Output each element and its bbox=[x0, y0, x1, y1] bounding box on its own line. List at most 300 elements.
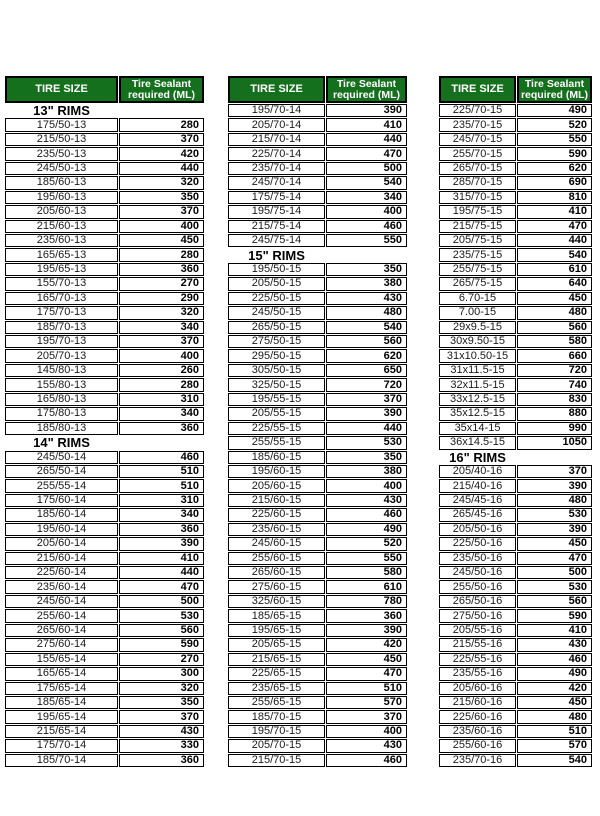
table-header bbox=[439, 76, 592, 103]
tire-size-cell: 195/70-14 bbox=[228, 104, 325, 117]
sealant-ml-cell: 780 bbox=[326, 595, 407, 608]
sealant-ml-cell: 470 bbox=[119, 580, 204, 593]
tire-size-cell: 225/70-14 bbox=[228, 147, 325, 160]
sealant-ml-cell: 360 bbox=[119, 422, 204, 435]
table-row bbox=[439, 580, 592, 593]
table-body bbox=[228, 104, 407, 767]
sealant-ml-cell: 370 bbox=[119, 335, 204, 348]
table-row bbox=[5, 638, 204, 651]
sealant-ml-cell: 550 bbox=[326, 552, 407, 565]
sealant-ml-cell: 830 bbox=[517, 393, 592, 406]
tire-size-cell: 185/60-15 bbox=[228, 451, 325, 464]
sealant-ml-cell: 590 bbox=[517, 609, 592, 622]
sealant-ml-cell: 390 bbox=[119, 537, 204, 550]
table-row bbox=[439, 263, 592, 276]
table-row bbox=[228, 393, 407, 406]
sealant-ml-cell: 420 bbox=[119, 147, 204, 160]
tire-size-cell: 165/70-13 bbox=[5, 292, 118, 305]
table-row bbox=[228, 609, 407, 622]
table-row bbox=[5, 292, 204, 305]
sealant-ml-cell: 450 bbox=[517, 537, 592, 550]
table-column-1 bbox=[5, 76, 204, 768]
tire-size-cell: 175/65-14 bbox=[5, 682, 118, 695]
sealant-ml-cell: 480 bbox=[326, 306, 407, 319]
tire-size-cell: 205/60-13 bbox=[5, 205, 118, 218]
tire-size-cell: 155/80-13 bbox=[5, 378, 118, 391]
tire-size-cell: 215/60-14 bbox=[5, 552, 118, 565]
sealant-ml-cell: 350 bbox=[119, 696, 204, 709]
sealant-ml-cell: 460 bbox=[119, 451, 204, 464]
table-row bbox=[5, 710, 204, 723]
tire-size-cell: 185/80-13 bbox=[5, 422, 118, 435]
table-column-3 bbox=[439, 76, 592, 768]
sealant-ml-cell: 500 bbox=[119, 595, 204, 608]
tire-size-cell: 205/70-14 bbox=[228, 118, 325, 131]
sealant-ml-cell: 810 bbox=[517, 191, 592, 204]
sealant-ml-cell: 350 bbox=[326, 263, 407, 276]
table-row bbox=[228, 263, 407, 276]
sealant-ml-cell: 430 bbox=[326, 494, 407, 507]
tire-size-cell: 185/60-14 bbox=[5, 508, 118, 521]
col-header-sealant-line1: Tire Sealant bbox=[524, 77, 585, 90]
tire-size-cell: 215/75-14 bbox=[228, 220, 325, 233]
sealant-ml-cell: 530 bbox=[517, 580, 592, 593]
sealant-ml-cell: 510 bbox=[326, 682, 407, 695]
sealant-ml-cell: 360 bbox=[326, 609, 407, 622]
table-row bbox=[5, 321, 204, 334]
tire-size-cell: 255/50-16 bbox=[439, 580, 516, 593]
sealant-ml-cell: 320 bbox=[119, 306, 204, 319]
table-row bbox=[439, 523, 592, 536]
table-row bbox=[5, 422, 204, 435]
table-row bbox=[228, 451, 407, 464]
table-row bbox=[439, 552, 592, 565]
sealant-ml-cell: 570 bbox=[517, 739, 592, 752]
tire-size-cell: 255/60-16 bbox=[439, 739, 516, 752]
table-row bbox=[439, 306, 592, 319]
col-header-sealant-line2: required (ML) bbox=[332, 88, 401, 101]
tire-size-cell: 185/70-15 bbox=[228, 710, 325, 723]
tire-size-cell: 255/70-15 bbox=[439, 147, 516, 160]
sealant-ml-cell: 540 bbox=[517, 248, 592, 261]
table-row bbox=[439, 349, 592, 362]
tire-size-cell: 255/60-15 bbox=[228, 552, 325, 565]
col-header-tire-size: TIRE SIZE bbox=[439, 76, 516, 103]
table-row bbox=[5, 754, 204, 767]
sealant-ml-cell: 590 bbox=[119, 638, 204, 651]
sealant-ml-cell: 390 bbox=[326, 624, 407, 637]
table-row bbox=[5, 552, 204, 565]
sealant-ml-cell: 520 bbox=[517, 118, 592, 131]
table-row bbox=[228, 176, 407, 189]
sealant-ml-cell: 460 bbox=[326, 220, 407, 233]
tire-size-cell: 185/60-13 bbox=[5, 176, 118, 189]
sealant-ml-cell: 440 bbox=[326, 133, 407, 146]
sealant-ml-cell: 540 bbox=[326, 321, 407, 334]
tire-size-cell: 275/60-15 bbox=[228, 580, 325, 593]
tire-size-cell: 215/60-16 bbox=[439, 696, 516, 709]
table-row bbox=[439, 754, 592, 767]
tire-size-cell: 195/50-15 bbox=[228, 263, 325, 276]
tire-size-cell: 255/75-15 bbox=[439, 263, 516, 276]
sealant-ml-cell: 480 bbox=[517, 494, 592, 507]
sealant-ml-cell: 720 bbox=[326, 378, 407, 391]
table-row bbox=[228, 725, 407, 738]
sealant-ml-cell: 430 bbox=[326, 292, 407, 305]
table-row bbox=[439, 118, 592, 131]
table-row bbox=[228, 378, 407, 391]
tire-size-cell: 265/75-15 bbox=[439, 277, 516, 290]
sealant-ml-cell: 470 bbox=[326, 667, 407, 680]
table-row bbox=[439, 205, 592, 218]
table-row bbox=[439, 609, 592, 622]
table-row bbox=[439, 220, 592, 233]
table-row bbox=[439, 682, 592, 695]
table-column-2 bbox=[228, 76, 407, 768]
sealant-ml-cell: 500 bbox=[326, 162, 407, 175]
table-row bbox=[439, 133, 592, 146]
table-row bbox=[5, 393, 204, 406]
sealant-ml-cell: 340 bbox=[119, 407, 204, 420]
tire-size-cell: 225/55-16 bbox=[439, 653, 516, 666]
sealant-ml-cell: 380 bbox=[326, 277, 407, 290]
table-row bbox=[439, 638, 592, 651]
sealant-ml-cell: 430 bbox=[517, 638, 592, 651]
sealant-ml-cell: 400 bbox=[119, 220, 204, 233]
table-row bbox=[5, 248, 204, 261]
sealant-ml-cell: 440 bbox=[517, 234, 592, 247]
table-row bbox=[5, 407, 204, 420]
tire-size-cell: 195/75-14 bbox=[228, 205, 325, 218]
tire-size-cell: 245/60-14 bbox=[5, 595, 118, 608]
table-row bbox=[5, 667, 204, 680]
table-row bbox=[439, 104, 592, 117]
tire-size-cell: 215/65-15 bbox=[228, 653, 325, 666]
sealant-ml-cell: 260 bbox=[119, 364, 204, 377]
tire-size-cell: 195/55-15 bbox=[228, 393, 325, 406]
table-row bbox=[228, 595, 407, 608]
table-row bbox=[5, 494, 204, 507]
tire-size-cell: 245/45-16 bbox=[439, 494, 516, 507]
tire-size-cell: 205/65-15 bbox=[228, 638, 325, 651]
table-row bbox=[228, 234, 407, 247]
sealant-ml-cell: 550 bbox=[517, 133, 592, 146]
sealant-ml-cell: 740 bbox=[517, 378, 592, 391]
tire-size-cell: 245/70-14 bbox=[228, 176, 325, 189]
tire-size-cell: 235/50-16 bbox=[439, 552, 516, 565]
tire-size-cell: 245/50-14 bbox=[5, 451, 118, 464]
tire-size-cell: 29x9.5-15 bbox=[439, 321, 516, 334]
table-row bbox=[228, 335, 407, 348]
table-row bbox=[439, 378, 592, 391]
tire-size-cell: 215/60-13 bbox=[5, 220, 118, 233]
tire-size-cell: 6.70-15 bbox=[439, 292, 516, 305]
sealant-ml-cell: 560 bbox=[517, 595, 592, 608]
table-row bbox=[228, 624, 407, 637]
tire-size-cell: 225/60-15 bbox=[228, 508, 325, 521]
tire-size-cell: 185/65-14 bbox=[5, 696, 118, 709]
sealant-ml-cell: 450 bbox=[119, 234, 204, 247]
sealant-ml-cell: 390 bbox=[517, 523, 592, 536]
sealant-ml-cell: 410 bbox=[326, 118, 407, 131]
tire-size-cell: 245/60-15 bbox=[228, 537, 325, 550]
table-row bbox=[5, 176, 204, 189]
tire-size-cell: 205/60-16 bbox=[439, 682, 516, 695]
tire-size-cell: 31x11.5-15 bbox=[439, 364, 516, 377]
tire-size-cell: 235/75-15 bbox=[439, 248, 516, 261]
table-row bbox=[439, 422, 592, 435]
tire-size-cell: 195/65-14 bbox=[5, 710, 118, 723]
sealant-ml-cell: 290 bbox=[119, 292, 204, 305]
sealant-ml-cell: 430 bbox=[326, 739, 407, 752]
table-row bbox=[439, 696, 592, 709]
table-row bbox=[228, 162, 407, 175]
sealant-ml-cell: 370 bbox=[119, 133, 204, 146]
sealant-ml-cell: 640 bbox=[517, 277, 592, 290]
sealant-ml-cell: 360 bbox=[119, 754, 204, 767]
table-row bbox=[228, 349, 407, 362]
tire-size-cell: 36x14.5-15 bbox=[439, 436, 516, 449]
table-row bbox=[5, 580, 204, 593]
table-row bbox=[439, 566, 592, 579]
tire-size-cell: 195/60-14 bbox=[5, 523, 118, 536]
sealant-ml-cell: 270 bbox=[119, 277, 204, 290]
table-row bbox=[439, 508, 592, 521]
sealant-ml-cell: 580 bbox=[326, 566, 407, 579]
sealant-ml-cell: 510 bbox=[517, 725, 592, 738]
table-row bbox=[228, 191, 407, 204]
tire-size-cell: 205/40-16 bbox=[439, 465, 516, 478]
sealant-ml-cell: 400 bbox=[119, 349, 204, 362]
tire-size-cell: 245/70-15 bbox=[439, 133, 516, 146]
tire-size-cell: 205/60-15 bbox=[228, 479, 325, 492]
table-row bbox=[439, 595, 592, 608]
tire-size-cell: 235/60-13 bbox=[5, 234, 118, 247]
table-row bbox=[228, 133, 407, 146]
table-row bbox=[228, 682, 407, 695]
table-row bbox=[5, 725, 204, 738]
tire-size-cell: 275/50-16 bbox=[439, 609, 516, 622]
sealant-ml-cell: 400 bbox=[326, 479, 407, 492]
sealant-ml-cell: 510 bbox=[119, 465, 204, 478]
sealant-ml-cell: 280 bbox=[119, 118, 204, 131]
table-row bbox=[228, 422, 407, 435]
sealant-ml-cell: 530 bbox=[517, 508, 592, 521]
table-row bbox=[5, 609, 204, 622]
tire-size-cell: 295/50-15 bbox=[228, 349, 325, 362]
sealant-ml-cell: 280 bbox=[119, 378, 204, 391]
col-header-tire-size: TIRE SIZE bbox=[228, 76, 325, 103]
tire-size-cell: 215/70-15 bbox=[228, 754, 325, 767]
col-header-sealant-line2: required (ML) bbox=[520, 88, 589, 101]
table-row bbox=[228, 205, 407, 218]
sealant-ml-cell: 460 bbox=[517, 653, 592, 666]
table-row bbox=[5, 523, 204, 536]
tire-size-cell: 205/70-15 bbox=[228, 739, 325, 752]
tire-size-cell: 185/70-13 bbox=[5, 321, 118, 334]
sealant-ml-cell: 480 bbox=[517, 710, 592, 723]
tire-size-cell: 215/55-16 bbox=[439, 638, 516, 651]
tire-size-cell: 185/65-15 bbox=[228, 609, 325, 622]
sealant-ml-cell: 480 bbox=[517, 306, 592, 319]
sealant-ml-cell: 660 bbox=[517, 349, 592, 362]
tire-size-cell: 165/65-13 bbox=[5, 248, 118, 261]
sealant-ml-cell: 420 bbox=[326, 638, 407, 651]
table-row bbox=[5, 508, 204, 521]
tire-size-cell: 255/60-14 bbox=[5, 609, 118, 622]
sealant-ml-cell: 470 bbox=[326, 147, 407, 160]
table-row bbox=[439, 147, 592, 160]
sealant-ml-cell: 880 bbox=[517, 407, 592, 420]
tire-size-cell: 235/70-14 bbox=[228, 162, 325, 175]
table-row bbox=[228, 754, 407, 767]
sealant-ml-cell: 530 bbox=[326, 436, 407, 449]
sealant-ml-cell: 360 bbox=[119, 523, 204, 536]
rim-section-label: 16" RIMS bbox=[449, 449, 506, 465]
sealant-ml-cell: 560 bbox=[517, 321, 592, 334]
table-row bbox=[228, 739, 407, 752]
tire-size-cell: 205/75-15 bbox=[439, 234, 516, 247]
tire-size-cell: 245/50-13 bbox=[5, 162, 118, 175]
sealant-ml-cell: 560 bbox=[326, 335, 407, 348]
sealant-ml-cell: 280 bbox=[119, 248, 204, 261]
tire-size-cell: 195/65-15 bbox=[228, 624, 325, 637]
sealant-ml-cell: 550 bbox=[326, 234, 407, 247]
tire-size-cell: 255/55-15 bbox=[228, 436, 325, 449]
tire-size-cell: 185/70-14 bbox=[5, 754, 118, 767]
table-row bbox=[5, 378, 204, 391]
tire-size-cell: 265/70-15 bbox=[439, 162, 516, 175]
table-row bbox=[5, 682, 204, 695]
table-row bbox=[228, 552, 407, 565]
sealant-ml-cell: 530 bbox=[119, 609, 204, 622]
sealant-ml-cell: 340 bbox=[119, 321, 204, 334]
sealant-ml-cell: 370 bbox=[119, 205, 204, 218]
sealant-ml-cell: 370 bbox=[326, 393, 407, 406]
sealant-ml-cell: 590 bbox=[517, 147, 592, 160]
tire-size-cell: 235/60-14 bbox=[5, 580, 118, 593]
table-row bbox=[228, 667, 407, 680]
tire-size-cell: 275/60-14 bbox=[5, 638, 118, 651]
sealant-ml-cell: 400 bbox=[326, 725, 407, 738]
tire-size-cell: 265/45-16 bbox=[439, 508, 516, 521]
table-row bbox=[439, 436, 592, 449]
table-row bbox=[228, 104, 407, 117]
table-row bbox=[228, 580, 407, 593]
table-row bbox=[5, 133, 204, 146]
sealant-ml-cell: 460 bbox=[326, 754, 407, 767]
sealant-ml-cell: 440 bbox=[119, 566, 204, 579]
sealant-ml-cell: 340 bbox=[119, 508, 204, 521]
tire-size-cell: 315/70-15 bbox=[439, 191, 516, 204]
sealant-ml-cell: 270 bbox=[119, 653, 204, 666]
sealant-ml-cell: 390 bbox=[326, 407, 407, 420]
tire-size-cell: 205/60-14 bbox=[5, 537, 118, 550]
sealant-ml-cell: 620 bbox=[326, 349, 407, 362]
tire-size-cell: 215/40-16 bbox=[439, 479, 516, 492]
table-row bbox=[228, 494, 407, 507]
table-row bbox=[5, 220, 204, 233]
sealant-ml-cell: 580 bbox=[517, 335, 592, 348]
tire-size-cell: 205/50-15 bbox=[228, 277, 325, 290]
tire-size-cell: 225/60-14 bbox=[5, 566, 118, 579]
tire-size-cell: 245/50-15 bbox=[228, 306, 325, 319]
tire-size-cell: 275/50-15 bbox=[228, 335, 325, 348]
sealant-ml-cell: 310 bbox=[119, 494, 204, 507]
sealant-ml-cell: 370 bbox=[517, 465, 592, 478]
tire-size-cell: 225/50-16 bbox=[439, 537, 516, 550]
tire-size-cell: 265/60-14 bbox=[5, 624, 118, 637]
table-row bbox=[439, 667, 592, 680]
tire-size-cell: 225/60-16 bbox=[439, 710, 516, 723]
table-row bbox=[439, 739, 592, 752]
tire-size-cell: 175/80-13 bbox=[5, 407, 118, 420]
table-row bbox=[439, 725, 592, 738]
table-row bbox=[228, 364, 407, 377]
tire-size-cell: 175/70-13 bbox=[5, 306, 118, 319]
table-row bbox=[439, 176, 592, 189]
tire-size-cell: 325/50-15 bbox=[228, 378, 325, 391]
table-body bbox=[5, 104, 204, 767]
table-row bbox=[228, 710, 407, 723]
sealant-ml-cell: 390 bbox=[326, 104, 407, 117]
sealant-ml-cell: 520 bbox=[326, 537, 407, 550]
table-row bbox=[5, 191, 204, 204]
table-row bbox=[228, 566, 407, 579]
table-row bbox=[5, 696, 204, 709]
tire-size-cell: 235/50-13 bbox=[5, 147, 118, 160]
table-row bbox=[439, 321, 592, 334]
tire-size-cell: 215/75-15 bbox=[439, 220, 516, 233]
table-row bbox=[228, 292, 407, 305]
tire-size-cell: 235/70-15 bbox=[439, 118, 516, 131]
table-row bbox=[5, 205, 204, 218]
table-row bbox=[439, 710, 592, 723]
table-row bbox=[439, 494, 592, 507]
tire-size-cell: 235/60-15 bbox=[228, 523, 325, 536]
table-row bbox=[5, 118, 204, 131]
sealant-ml-cell: 470 bbox=[517, 220, 592, 233]
tire-size-cell: 175/50-13 bbox=[5, 118, 118, 131]
tire-size-cell: 305/50-15 bbox=[228, 364, 325, 377]
table-row bbox=[439, 653, 592, 666]
table-header bbox=[5, 76, 204, 103]
table-row bbox=[228, 465, 407, 478]
tire-size-cell: 175/60-14 bbox=[5, 494, 118, 507]
sealant-ml-cell: 350 bbox=[119, 191, 204, 204]
rim-section-label: 13" RIMS bbox=[33, 103, 90, 119]
tire-size-cell: 245/50-16 bbox=[439, 566, 516, 579]
tire-size-cell: 325/60-15 bbox=[228, 595, 325, 608]
table-row bbox=[439, 465, 592, 478]
sealant-ml-cell: 510 bbox=[119, 479, 204, 492]
col-header-sealant bbox=[119, 76, 204, 103]
table-row bbox=[5, 335, 204, 348]
table-row bbox=[5, 306, 204, 319]
sealant-ml-cell: 450 bbox=[517, 696, 592, 709]
table-row bbox=[228, 696, 407, 709]
sealant-ml-cell: 490 bbox=[517, 104, 592, 117]
tire-size-cell: 225/50-15 bbox=[228, 292, 325, 305]
sealant-ml-cell: 310 bbox=[119, 393, 204, 406]
tire-size-cell: 225/70-15 bbox=[439, 104, 516, 117]
table-row bbox=[5, 277, 204, 290]
col-header-sealant-line1: Tire Sealant bbox=[131, 77, 192, 90]
sealant-ml-cell: 610 bbox=[517, 263, 592, 276]
table-row bbox=[5, 624, 204, 637]
table-header bbox=[228, 76, 407, 103]
tire-size-cell: 265/60-15 bbox=[228, 566, 325, 579]
